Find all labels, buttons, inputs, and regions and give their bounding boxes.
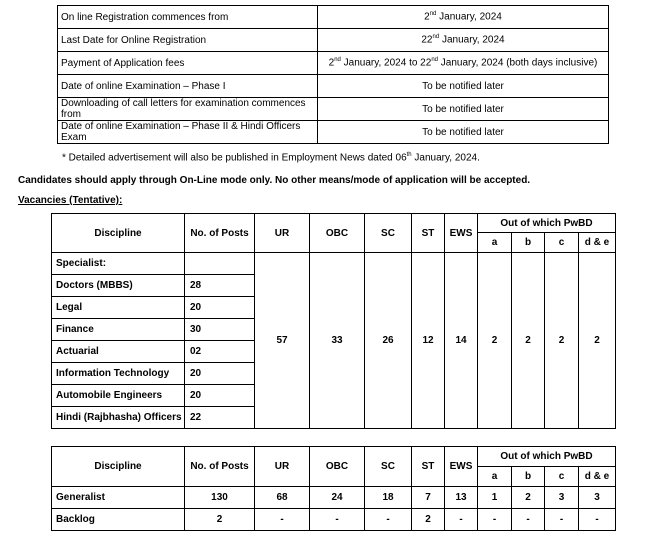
ews-cell: 13 [445,487,478,509]
discipline-cell: Finance [52,319,185,341]
ews-cell: - [445,509,478,531]
header-pwbd-c: c [545,233,579,253]
header-sc: SC [365,447,412,487]
header-ur: UR [255,214,310,253]
schedule-row [58,121,609,144]
vacancies-heading: Vacancies (Tentative): [18,195,123,206]
specialist-label: Specialist: [52,253,185,275]
header-obc: OBC [310,214,365,253]
header-discipline: Discipline [52,214,185,253]
schedule-date: 2nd January, 2024 [318,6,609,29]
posts-cell: 02 [185,341,255,363]
specialist-st-total: 12 [412,253,445,429]
st-cell: 2 [412,509,445,531]
header-pwbd: Out of which PwBD [478,447,616,467]
spacer-cell [185,253,255,275]
schedule-event: On line Registration commences from [58,6,318,29]
discipline-cell: Information Technology [52,363,185,385]
posts-cell: 20 [185,385,255,407]
de-cell: - [579,509,616,531]
posts-cell: 2 [185,509,255,531]
header-pwbd: Out of which PwBD [478,214,616,233]
posts-cell: 130 [185,487,255,509]
discipline-cell: Actuarial [52,341,185,363]
posts-cell: 30 [185,319,255,341]
specialist-pwbd-b-total: 2 [512,253,545,429]
obc-cell: - [310,509,365,531]
header-pwbd-de: d & e [579,467,616,487]
header-pwbd-b: b [512,233,545,253]
header-pwbd-a: a [478,233,512,253]
schedule-row [58,75,609,98]
header-st: ST [412,214,445,253]
schedule-event: Last Date for Online Registration [58,29,318,52]
specialist-pwbd-de-total: 2 [579,253,616,429]
de-cell: 3 [579,487,616,509]
specialist-body [52,253,616,429]
b-cell: 2 [512,487,545,509]
schedule-date: 22nd January, 2024 [318,29,609,52]
discipline-cell: Generalist [52,487,185,509]
schedule-event: Date of online Examination – Phase I [58,75,318,98]
specialist-ur-total: 57 [255,253,310,429]
a-cell: - [478,509,512,531]
schedule-event: Payment of Application fees [58,52,318,75]
specialist-pwbd-c-total: 2 [545,253,579,429]
obc-cell: 24 [310,487,365,509]
header-posts: No. of Posts [185,214,255,253]
c-cell: - [545,509,579,531]
discipline-cell: Backlog [52,509,185,531]
header-pwbd-b: b [512,467,545,487]
discipline-cell: Legal [52,297,185,319]
header-pwbd-a: a [478,467,512,487]
header-obc: OBC [310,447,365,487]
generalist-row [52,487,616,509]
ur-cell: 68 [255,487,310,509]
posts-cell: 20 [185,363,255,385]
st-cell: 7 [412,487,445,509]
ur-cell: - [255,509,310,531]
header-discipline: Discipline [52,447,185,487]
schedule-date: To be notified later [318,98,609,121]
header-st: ST [412,447,445,487]
posts-cell: 22 [185,407,255,429]
header-sc: SC [365,214,412,253]
specialist-obc-total: 33 [310,253,365,429]
specialist-pwbd-a-total: 2 [478,253,512,429]
sc-cell: 18 [365,487,412,509]
schedule-row [58,29,609,52]
generalist-body [52,487,616,531]
a-cell: 1 [478,487,512,509]
schedule-date: 2nd January, 2024 to 22nd January, 2024 (both days inclusive) [318,52,609,75]
header-ur: UR [255,447,310,487]
posts-cell: 20 [185,297,255,319]
advertisement-note: * Detailed advertisement will also be published in Employment News dated 06th January, 2024. [62,152,480,164]
generalist-row [52,509,616,531]
schedule-event: Date of online Examination – Phase II & Hindi Officers Exam [58,121,318,144]
specialist-vacancies-table [51,213,616,429]
b-cell: - [512,509,545,531]
schedule-date: To be notified later [318,75,609,98]
sc-cell: - [365,509,412,531]
discipline-cell: Doctors (MBBS) [52,275,185,297]
schedule-date: To be notified later [318,121,609,144]
schedule-body [58,6,609,144]
specialist-sc-total: 26 [365,253,412,429]
generalist-vacancies-table [51,446,616,531]
discipline-cell: Automobile Engineers [52,385,185,407]
header-posts: No. of Posts [185,447,255,487]
specialist-ews-total: 14 [445,253,478,429]
header-pwbd-de: d & e [579,233,616,253]
schedule-row [58,6,609,29]
schedule-row [58,98,609,121]
header-ews: EWS [445,214,478,253]
posts-cell: 28 [185,275,255,297]
discipline-cell: Hindi (Rajbhasha) Officers [52,407,185,429]
schedule-row [58,52,609,75]
schedule-table [57,5,609,144]
c-cell: 3 [545,487,579,509]
schedule-event: Downloading of call letters for examination commences from [58,98,318,121]
apply-statement: Candidates should apply through On-Line mode only. No other means/mode of application will be accepted. [18,175,531,186]
header-ews: EWS [445,447,478,487]
header-pwbd-c: c [545,467,579,487]
